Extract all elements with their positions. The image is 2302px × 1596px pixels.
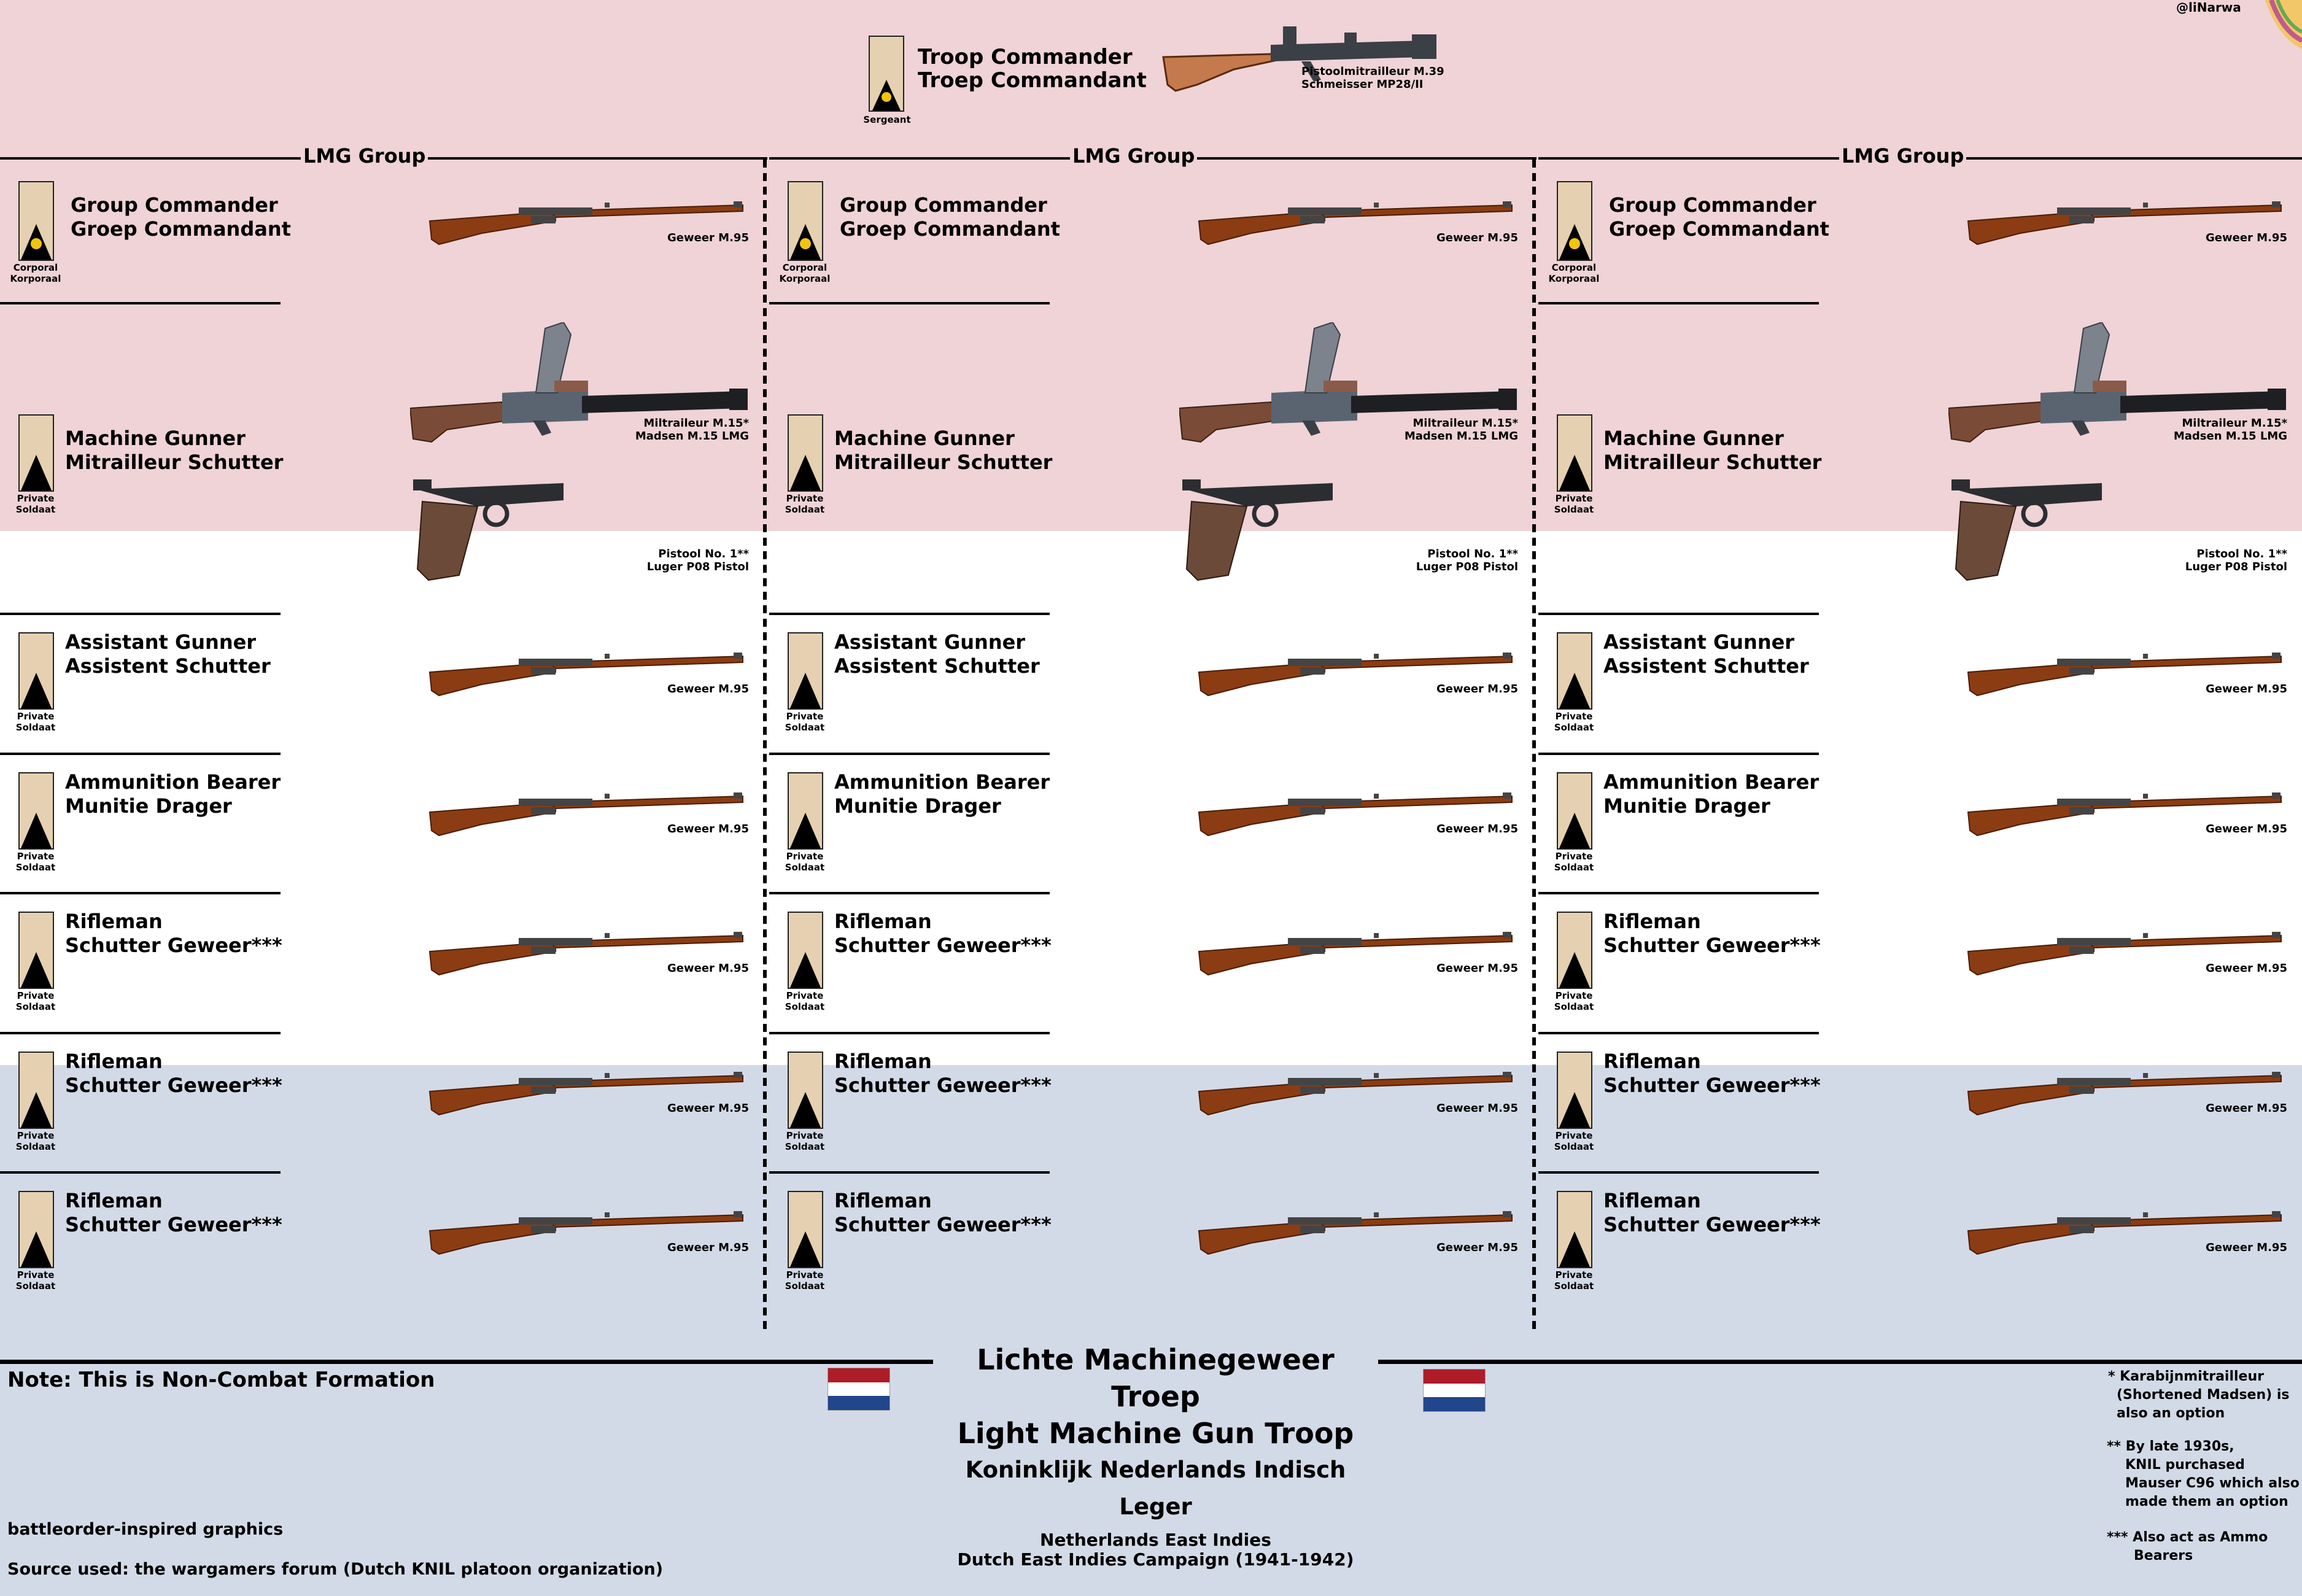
role-title <box>834 770 1050 818</box>
rank-en: Private <box>786 990 824 1001</box>
rank-chevron-icon <box>789 633 822 708</box>
row-separator <box>769 613 1050 615</box>
private-insignia <box>1557 632 1592 710</box>
weapon-label: Geweer M.95 <box>1436 1102 1518 1115</box>
lmg-name: Miltraileur M.15* <box>1413 417 1518 430</box>
role-title-nl: Schutter Geweer*** <box>834 1213 1052 1236</box>
row-separator <box>1538 302 1819 304</box>
rank-chevron-icon <box>1558 1053 1591 1128</box>
rank-chevron-icon <box>789 1192 822 1267</box>
role-title <box>1603 770 1819 818</box>
private-insignia <box>788 912 823 989</box>
commander-weapon-name: Pistoolmitrailleur M.39 <box>1301 65 1444 78</box>
pistol-model: Luger P08 Pistol <box>2185 560 2287 573</box>
role-title-en: Assistant Gunner <box>1603 630 1795 654</box>
role-title-en: Group Commander <box>1609 193 1816 217</box>
role-title <box>1609 193 1829 241</box>
band-white <box>0 531 2302 1065</box>
rank-nl: Soldaat <box>785 722 825 733</box>
rank-chevron-icon <box>789 1053 822 1128</box>
role-title-nl: Mitrailleur Schutter <box>1603 451 1822 474</box>
role-title-en: Group Commander <box>840 193 1047 217</box>
row-separator <box>769 753 1050 755</box>
rank-nl: Soldaat <box>15 1141 56 1152</box>
lmg-model: Madsen M.15 LMG <box>1404 430 1518 443</box>
footnote-1-line: (Shortened Madsen) is <box>2117 1387 2290 1403</box>
rank-label <box>774 493 835 515</box>
role-title-en: Rifleman <box>65 1189 163 1212</box>
role-title <box>834 1189 1052 1237</box>
weapon-label: Geweer M.95 <box>2206 231 2287 244</box>
commander-rank: Sergeant <box>863 114 911 125</box>
row-separator <box>769 302 1050 304</box>
role-title-en: Rifleman <box>65 1050 163 1073</box>
rank-chevron-icon <box>1558 913 1591 988</box>
rank-chevron-icon <box>789 773 822 848</box>
rank-nl: Korporaal <box>10 273 61 284</box>
role-title-en: Machine Gunner <box>834 427 1015 450</box>
rank-chevron-icon <box>1558 773 1591 848</box>
role-title-en: Rifleman <box>1603 1050 1701 1073</box>
rank-en: Private <box>1555 1130 1593 1141</box>
role-title <box>65 1050 282 1098</box>
footer-title-block <box>933 1341 1378 1570</box>
private-insignia <box>18 912 54 989</box>
footer-title-nl: Lichte Machinegeweer Troep <box>933 1341 1378 1415</box>
role-title-en: Rifleman <box>1603 910 1701 933</box>
weapon-label <box>2128 417 2287 443</box>
private-insignia <box>788 414 823 492</box>
role-title-nl: Assistent Schutter <box>834 654 1040 678</box>
footnote-2-line: ** By late 1930s, <box>2107 1439 2234 1454</box>
rank-chevron-icon <box>20 633 53 708</box>
role-title-nl: Groep Commandant <box>71 217 291 241</box>
rank-nl: Soldaat <box>785 504 825 515</box>
group-divider <box>763 160 767 1329</box>
rank-en: Private <box>17 711 55 722</box>
rank-en: Private <box>17 990 55 1001</box>
rank-en: Private <box>17 493 55 504</box>
rank-label <box>774 262 835 284</box>
rank-label <box>5 493 66 515</box>
flag-right-icon <box>1423 1369 1486 1412</box>
footer-graphics-credit: battleorder-inspired graphics <box>7 1520 284 1539</box>
private-insignia <box>788 1191 823 1268</box>
row-separator <box>1538 613 1819 615</box>
rank-label <box>774 1130 835 1152</box>
role-title-nl: Mitrailleur Schutter <box>65 451 284 474</box>
role-title-en: Ammunition Bearer <box>834 770 1050 794</box>
rank-label <box>774 851 835 873</box>
private-insignia <box>788 632 823 710</box>
rank-chevron-icon <box>20 416 53 490</box>
role-title-en: Assistant Gunner <box>65 630 257 654</box>
weapon-label: Geweer M.95 <box>667 1102 749 1115</box>
rank-en: Private <box>1555 1269 1593 1280</box>
private-insignia <box>18 1191 54 1268</box>
rank-en: Private <box>1555 493 1593 504</box>
weapon-label: Geweer M.95 <box>1436 962 1518 975</box>
role-title <box>65 630 271 678</box>
rank-nl: Soldaat <box>785 862 825 873</box>
rank-chevron-icon <box>1558 1192 1591 1267</box>
weapon-label: Geweer M.95 <box>2206 962 2287 975</box>
role-title-nl: Groep Commandant <box>840 217 1060 241</box>
group-header: LMG Group <box>301 144 428 168</box>
role-title-nl: Schutter Geweer*** <box>65 1213 282 1236</box>
role-title <box>1603 1050 1821 1098</box>
rank-en: Private <box>786 1269 824 1280</box>
row-separator <box>0 753 281 755</box>
weapon-label: Geweer M.95 <box>667 1241 749 1254</box>
rank-en: Private <box>1555 711 1593 722</box>
role-title <box>834 427 1052 475</box>
private-insignia <box>18 632 54 710</box>
footnote-1 <box>2108 1368 2289 1423</box>
weapon-label: Geweer M.95 <box>667 823 749 835</box>
lmg-name: Miltraileur M.15* <box>2182 417 2287 430</box>
rank-label <box>1543 1130 1605 1152</box>
corporal-insignia <box>18 181 54 261</box>
rank-nl: Soldaat <box>785 1141 825 1152</box>
role-title-nl: Schutter Geweer*** <box>1603 1074 1821 1097</box>
rank-chevron-icon <box>789 913 822 988</box>
role-title-nl: Schutter Geweer*** <box>834 934 1052 957</box>
footnote-2-line: KNIL purchased <box>2125 1457 2245 1473</box>
weapon-label: Geweer M.95 <box>667 683 749 695</box>
rank-label <box>1543 990 1605 1012</box>
role-title <box>840 193 1060 241</box>
pistol-model: Luger P08 Pistol <box>1416 560 1518 573</box>
rank-en: Corporal <box>1551 262 1597 273</box>
rank-nl: Korporaal <box>779 273 831 284</box>
group-header: LMG Group <box>1839 144 1966 168</box>
row-separator <box>1538 753 1819 755</box>
rank-label <box>1543 262 1605 284</box>
role-title-en: Group Commander <box>71 193 278 217</box>
rank-en: Private <box>17 1130 55 1141</box>
role-title <box>834 910 1052 958</box>
corporal-insignia <box>1557 181 1592 261</box>
weapon-label: Geweer M.95 <box>2206 823 2287 835</box>
footer-region: Netherlands East Indies <box>1040 1530 1271 1550</box>
rank-chevron-icon <box>789 182 822 260</box>
role-title <box>65 910 282 958</box>
role-title <box>1603 427 1821 475</box>
rank-nl: Soldaat <box>15 722 56 733</box>
rank-en: Private <box>786 851 824 862</box>
row-separator <box>0 613 281 615</box>
footnote-3-line: Bearers <box>2134 1548 2193 1563</box>
rank-nl: Soldaat <box>1554 862 1594 873</box>
rank-label <box>5 851 66 873</box>
role-title-nl: Schutter Geweer*** <box>65 934 282 957</box>
rank-nl: Soldaat <box>1554 1280 1594 1292</box>
row-separator <box>769 892 1050 894</box>
role-title-en: Rifleman <box>65 910 163 933</box>
weapon-label: Geweer M.95 <box>2206 1102 2287 1115</box>
footnote-3-line: *** Also act as Ammo <box>2107 1530 2268 1545</box>
role-title <box>1603 910 1821 958</box>
rank-en: Private <box>17 1269 55 1280</box>
rank-label <box>774 990 835 1012</box>
footer-source: Source used: the wargamers forum (Dutch KNIL platoon organization) <box>7 1560 664 1579</box>
private-insignia <box>1557 414 1592 492</box>
row-separator <box>769 1171 1050 1174</box>
role-title <box>65 427 283 475</box>
role-title-en: Machine Gunner <box>65 427 246 450</box>
row-separator <box>1538 1171 1819 1174</box>
footer-army: Koninklijk Nederlands Indisch Leger <box>965 1457 1346 1520</box>
lmg-model: Madsen M.15 LMG <box>635 430 749 443</box>
role-title <box>834 1050 1052 1098</box>
row-separator <box>0 892 281 894</box>
footnote-1-line: * Karabijnmitrailleur <box>2108 1369 2264 1384</box>
footnote-3 <box>2107 1528 2268 1565</box>
rank-en: Private <box>17 851 55 862</box>
role-title-en: Ammunition Bearer <box>65 770 281 794</box>
rank-nl: Soldaat <box>1554 504 1594 515</box>
band-pink <box>0 0 2302 531</box>
weapon-label <box>589 417 749 443</box>
row-separator <box>769 1032 1050 1034</box>
footer-title-en: Light Machine Gun Troop <box>957 1417 1354 1450</box>
row-separator <box>0 302 281 304</box>
footnote-2-line: Mauser C96 which also <box>2125 1476 2300 1491</box>
author-credit: @liNarwa <box>2176 0 2241 15</box>
rank-label <box>1543 711 1605 733</box>
weapon-label <box>1358 417 1518 443</box>
private-insignia <box>788 1052 823 1129</box>
rank-chevron-icon <box>20 1192 53 1267</box>
rank-nl: Soldaat <box>1554 1001 1594 1012</box>
rank-label <box>5 1269 66 1292</box>
role-title-en: Rifleman <box>834 1050 932 1073</box>
private-insignia <box>1557 1191 1592 1268</box>
rank-label <box>1543 1269 1605 1292</box>
pistol-label <box>589 548 749 573</box>
role-title-nl: Munitie Drager <box>65 794 232 818</box>
weapon-label: Geweer M.95 <box>1436 823 1518 835</box>
pistol-icon <box>1948 477 2108 581</box>
rank-label <box>5 262 66 284</box>
footer-note: Note: This is Non-Combat Formation <box>7 1368 435 1392</box>
rank-chevron-icon <box>20 1053 53 1128</box>
role-title-nl: Mitrailleur Schutter <box>834 451 1053 474</box>
rank-label <box>5 990 66 1012</box>
sergeant-insignia <box>869 36 904 112</box>
commander-weapon-model: Schmeisser MP28/II <box>1301 78 1424 91</box>
pistol-name: Pistool No. 1** <box>658 548 749 560</box>
commander-title-en: Troop Commander <box>918 45 1133 69</box>
weapon-label: Geweer M.95 <box>1436 1241 1518 1254</box>
group-header: LMG Group <box>1070 144 1197 168</box>
pistol-icon <box>1179 477 1339 581</box>
footer-campaign: Dutch East Indies Campaign (1941-1942) <box>957 1549 1354 1570</box>
rank-nl: Soldaat <box>15 1280 56 1292</box>
rank-label <box>1543 851 1605 873</box>
weapon-label: Geweer M.95 <box>667 231 749 244</box>
role-title-nl: Munitie Drager <box>1603 794 1770 818</box>
lmg-name: Miltraileur M.15* <box>643 417 749 430</box>
rank-en: Private <box>786 711 824 722</box>
pistol-icon <box>410 477 570 581</box>
role-title-nl: Schutter Geweer*** <box>1603 934 1821 957</box>
role-title-nl: Schutter Geweer*** <box>65 1074 282 1097</box>
rank-chevron-icon <box>1558 633 1591 708</box>
role-title-en: Rifleman <box>834 1189 932 1212</box>
rank-chevron-icon <box>1558 182 1591 260</box>
pistol-label <box>1358 548 1518 573</box>
role-title <box>1603 1189 1821 1237</box>
role-title <box>834 630 1040 678</box>
rank-nl: Soldaat <box>785 1001 825 1012</box>
private-insignia <box>1557 1052 1592 1129</box>
rank-chevron-icon <box>20 773 53 848</box>
role-title-nl: Schutter Geweer*** <box>1603 1213 1821 1236</box>
role-title-nl: Assistent Schutter <box>1603 654 1809 678</box>
pistol-label <box>2128 548 2287 573</box>
rank-chevron-icon <box>1558 416 1591 490</box>
footnote-2 <box>2107 1438 2300 1511</box>
flag-left-icon <box>827 1368 890 1411</box>
rank-nl: Soldaat <box>15 862 56 873</box>
rank-nl: Soldaat <box>785 1280 825 1292</box>
rank-label <box>774 1269 835 1292</box>
role-title-en: Rifleman <box>834 910 932 933</box>
commander-title-nl: Troep Commandant <box>918 68 1147 93</box>
row-separator <box>1538 892 1819 894</box>
rank-en: Corporal <box>782 262 827 273</box>
rank-en: Corporal <box>13 262 58 273</box>
rank-nl: Soldaat <box>15 504 56 515</box>
role-title-nl: Assistent Schutter <box>65 654 271 678</box>
row-separator <box>0 1032 281 1034</box>
author-avatar-icon <box>2253 0 2302 55</box>
corporal-insignia <box>788 181 823 261</box>
private-insignia <box>1557 772 1592 850</box>
row-separator <box>0 1171 281 1174</box>
role-title-en: Rifleman <box>1603 1189 1701 1212</box>
role-title-en: Assistant Gunner <box>834 630 1026 654</box>
rank-label <box>774 711 835 733</box>
weapon-label: Geweer M.95 <box>1436 231 1518 244</box>
private-insignia <box>18 1052 54 1129</box>
role-title <box>1603 630 1809 678</box>
rank-chevron-icon <box>20 182 53 260</box>
rank-nl: Soldaat <box>15 1001 56 1012</box>
rank-en: Private <box>786 493 824 504</box>
weapon-label: Geweer M.95 <box>1436 683 1518 695</box>
role-title-nl: Groep Commandant <box>1609 217 1829 241</box>
rank-label <box>5 1130 66 1152</box>
private-insignia <box>18 414 54 492</box>
rank-label <box>1543 493 1605 515</box>
rank-nl: Soldaat <box>1554 1141 1594 1152</box>
rank-nl: Korporaal <box>1548 273 1600 284</box>
rank-chevron-icon <box>20 913 53 988</box>
private-insignia <box>788 772 823 850</box>
group-divider <box>1532 160 1536 1329</box>
weapon-label: Geweer M.95 <box>2206 683 2287 695</box>
role-title-en: Machine Gunner <box>1603 427 1784 450</box>
commander-title <box>918 45 1147 92</box>
rank-label <box>5 711 66 733</box>
pistol-name: Pistool No. 1** <box>2196 548 2287 560</box>
lmg-model: Madsen M.15 LMG <box>2173 430 2287 443</box>
role-title-nl: Munitie Drager <box>834 794 1001 818</box>
role-title-nl: Schutter Geweer*** <box>834 1074 1052 1097</box>
footnote-2-line: made them an option <box>2125 1494 2288 1509</box>
private-insignia <box>18 772 54 850</box>
sergeant-chevron-icon <box>870 37 903 110</box>
commander-weapon <box>1301 65 1444 91</box>
role-title <box>65 1189 282 1237</box>
role-title <box>65 770 281 818</box>
row-separator <box>1538 1032 1819 1034</box>
footnote-1-line: also an option <box>2117 1406 2225 1421</box>
rank-chevron-icon <box>789 416 822 490</box>
rank-en: Private <box>1555 851 1593 862</box>
role-title <box>71 193 291 241</box>
weapon-label: Geweer M.95 <box>667 962 749 975</box>
role-title-en: Ammunition Bearer <box>1603 770 1820 794</box>
rank-nl: Soldaat <box>1554 722 1594 733</box>
private-insignia <box>1557 912 1592 989</box>
rank-en: Private <box>786 1130 824 1141</box>
rank-en: Private <box>1555 990 1593 1001</box>
weapon-label: Geweer M.95 <box>2206 1241 2287 1254</box>
pistol-model: Luger P08 Pistol <box>646 560 749 573</box>
pistol-name: Pistool No. 1** <box>1427 548 1518 560</box>
